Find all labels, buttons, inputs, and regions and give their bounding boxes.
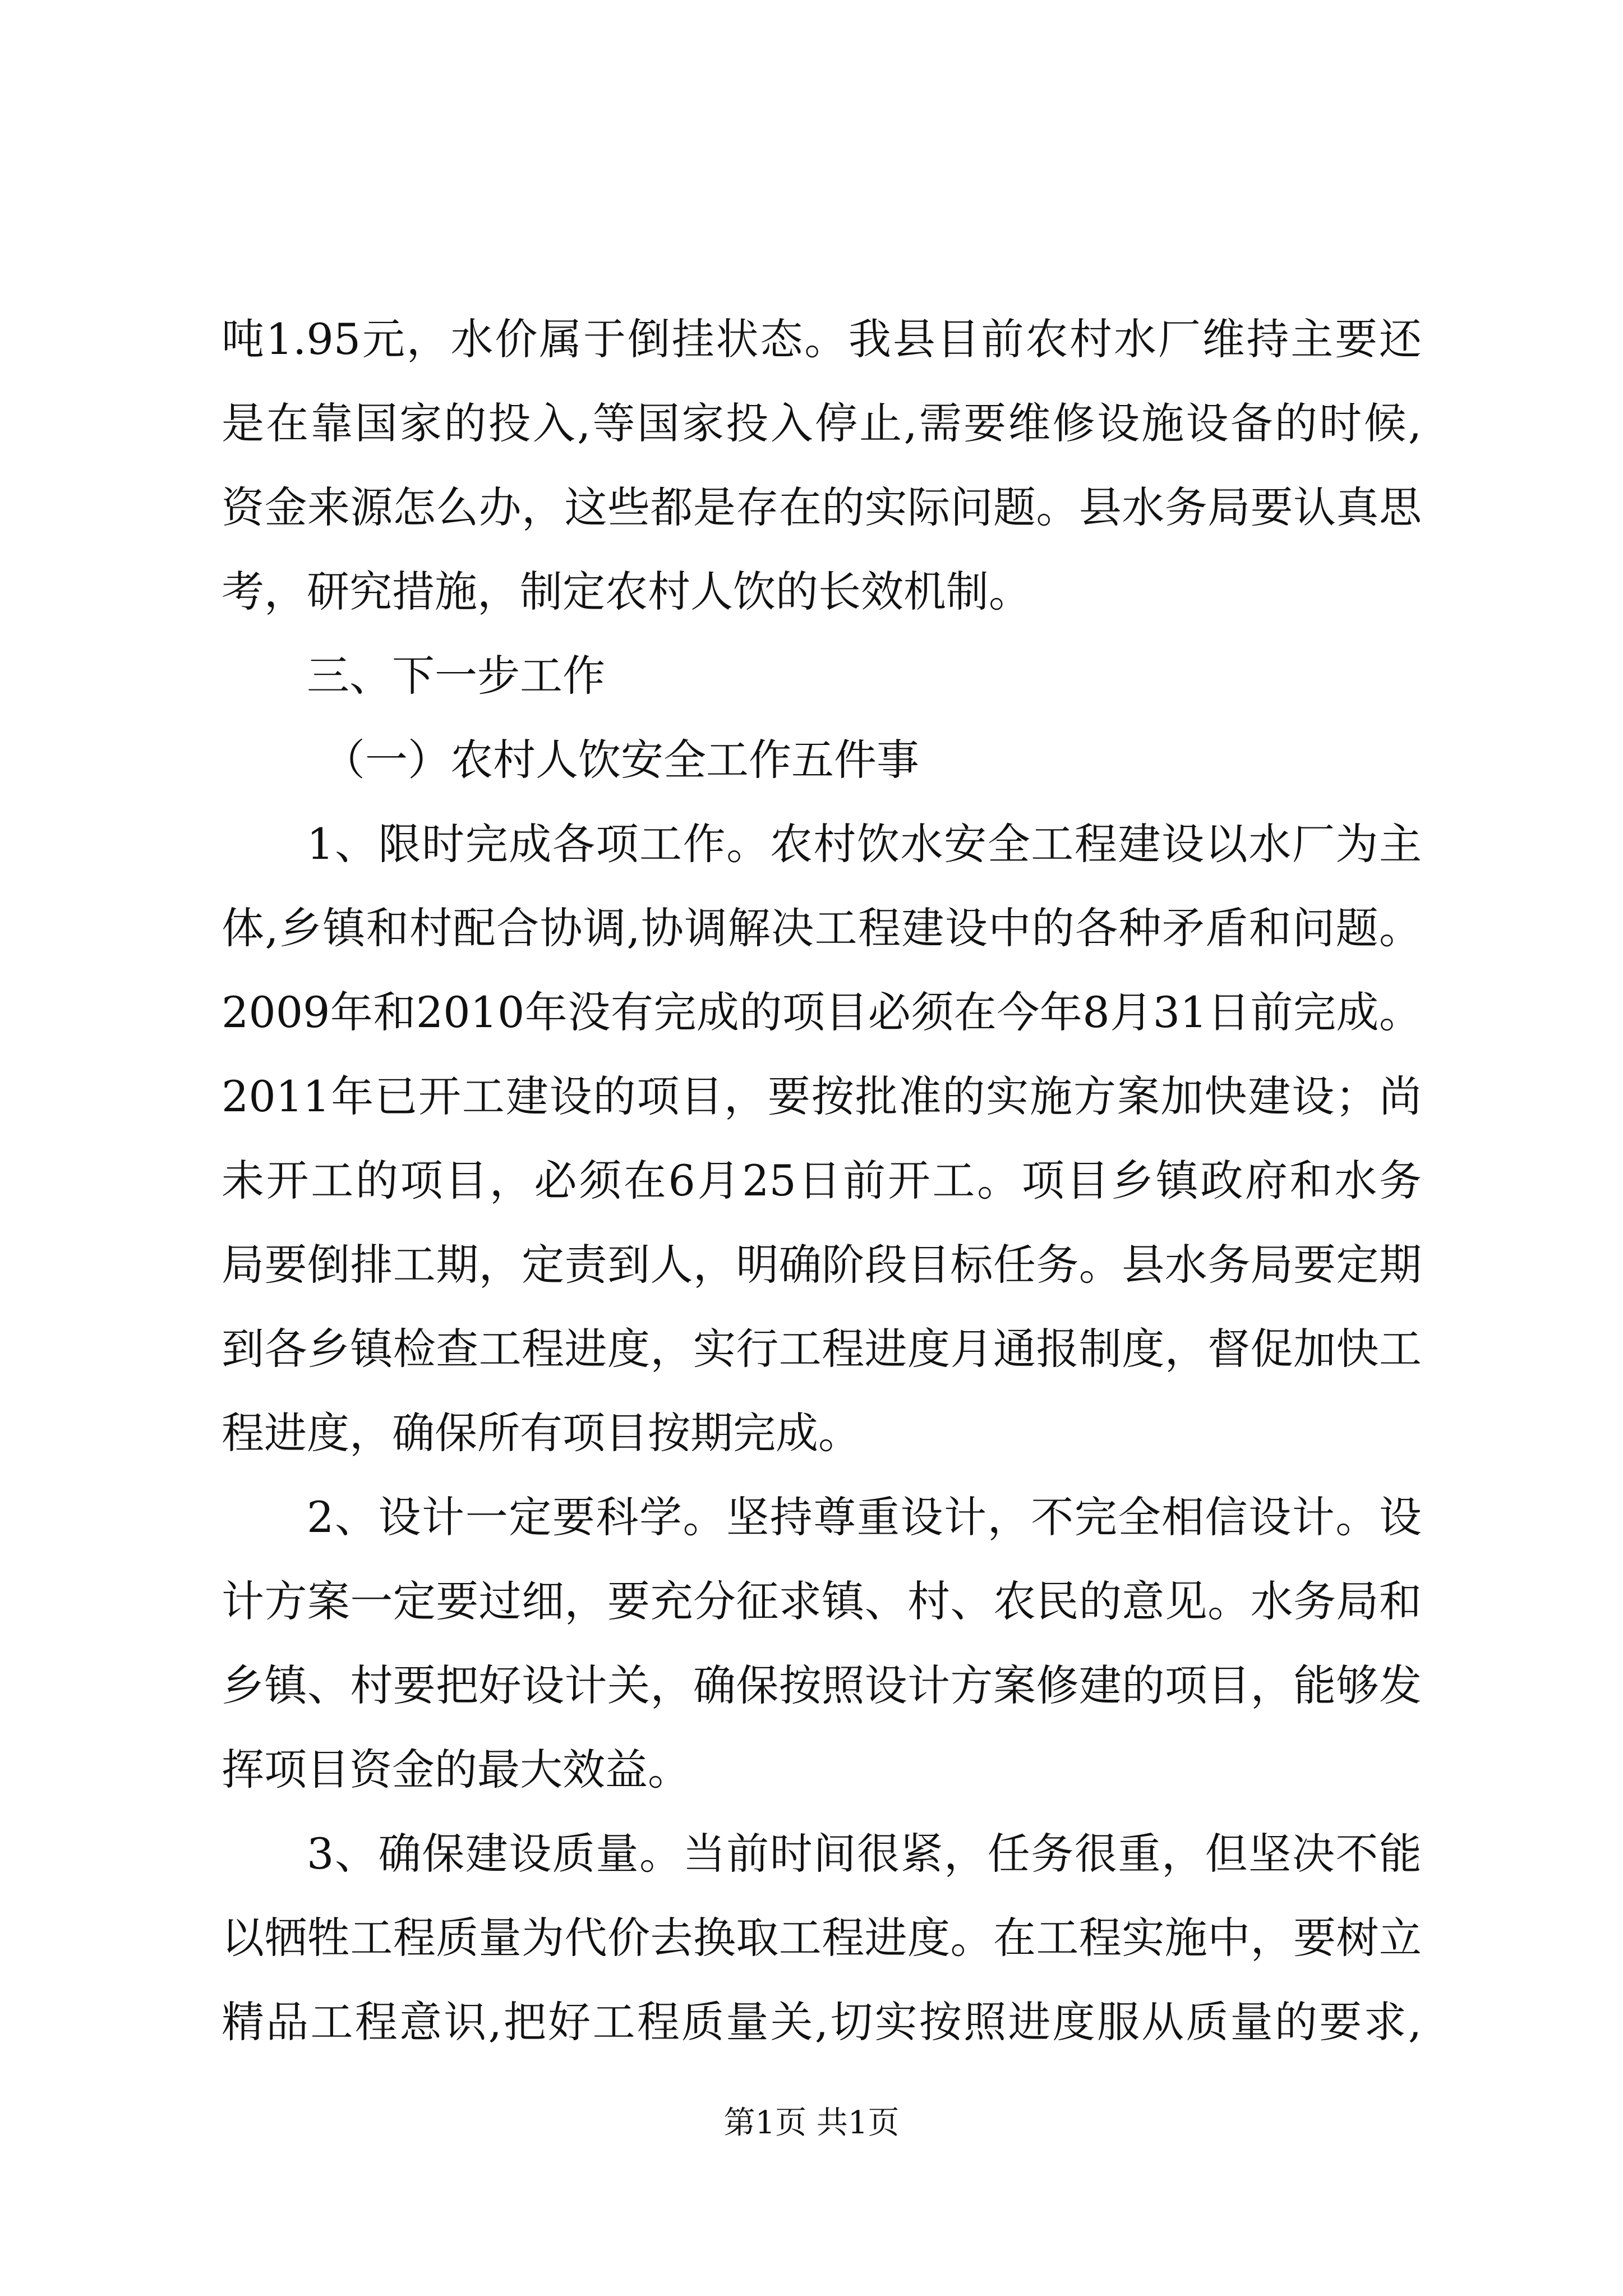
text-line: 考，研究措施，制定农村人饮的长效机制。 xyxy=(222,567,1031,616)
text-line: 2、设计一定要科学。坚持尊重设计，不完全相信设计。设 xyxy=(307,1492,1422,1542)
section-heading: 三、下一步工作 xyxy=(307,651,605,701)
text-line: 挥项目资金的最大效益。 xyxy=(222,1745,690,1795)
text-line: 1、限时完成各项工作。农村饮水安全工程建设以水厂为主 xyxy=(307,819,1422,869)
text-line: 2009年和2010年没有完成的项目必须在今年8月31日前完成。 xyxy=(222,987,1422,1037)
text-line: 计方案一定要过细，要充分征求镇、村、农民的意见。水务局和 xyxy=(222,1576,1422,1626)
text-line: 乡镇、村要把好设计关，确保按照设计方案修建的项目，能够发 xyxy=(222,1660,1422,1710)
text-line: 精品工程意识,把好工程质量关,切实按照进度服从质量的要求, xyxy=(222,1997,1422,2047)
text-line: 是在靠国家的投入,等国家投入停止,需要维修设施设备的时候, xyxy=(222,398,1422,448)
subsection-heading: （一）农村人饮安全工作五件事 xyxy=(322,735,919,785)
text-line: 资金来源怎么办，这些都是存在的实际问题。县水务局要认真思 xyxy=(222,482,1422,532)
page-number-label: 第1页 共1页 xyxy=(723,2105,900,2141)
text-line: 体,乡镇和村配合协调,协调解决工程建设中的各种矛盾和问题。 xyxy=(222,903,1422,953)
text-line: 局要倒排工期，定责到人，明确阶段目标任务。县水务局要定期 xyxy=(222,1240,1422,1290)
text-line: 吨1.95元，水价属于倒挂状态。我县目前农村水厂维持主要还 xyxy=(222,314,1422,364)
text-line: 以牺牲工程质量为代价去换取工程进度。在工程实施中，要树立 xyxy=(222,1913,1422,1963)
text-line: 程进度，确保所有项目按期完成。 xyxy=(222,1408,861,1458)
text-line: 到各乡镇检查工程进度，实行工程进度月通报制度，督促加快工 xyxy=(222,1324,1422,1374)
text-line: 3、确保建设质量。当前时间很紧，任务很重，但坚决不能 xyxy=(307,1829,1422,1879)
text-line: 未开工的项目，必须在6月25日前开工。项目乡镇政府和水务 xyxy=(222,1156,1422,1205)
text-line: 2011年已开工建设的项目，要按批准的实施方案加快建设；尚 xyxy=(222,1071,1422,1121)
document-body xyxy=(222,297,1422,2064)
page-footer xyxy=(0,2101,1623,2146)
